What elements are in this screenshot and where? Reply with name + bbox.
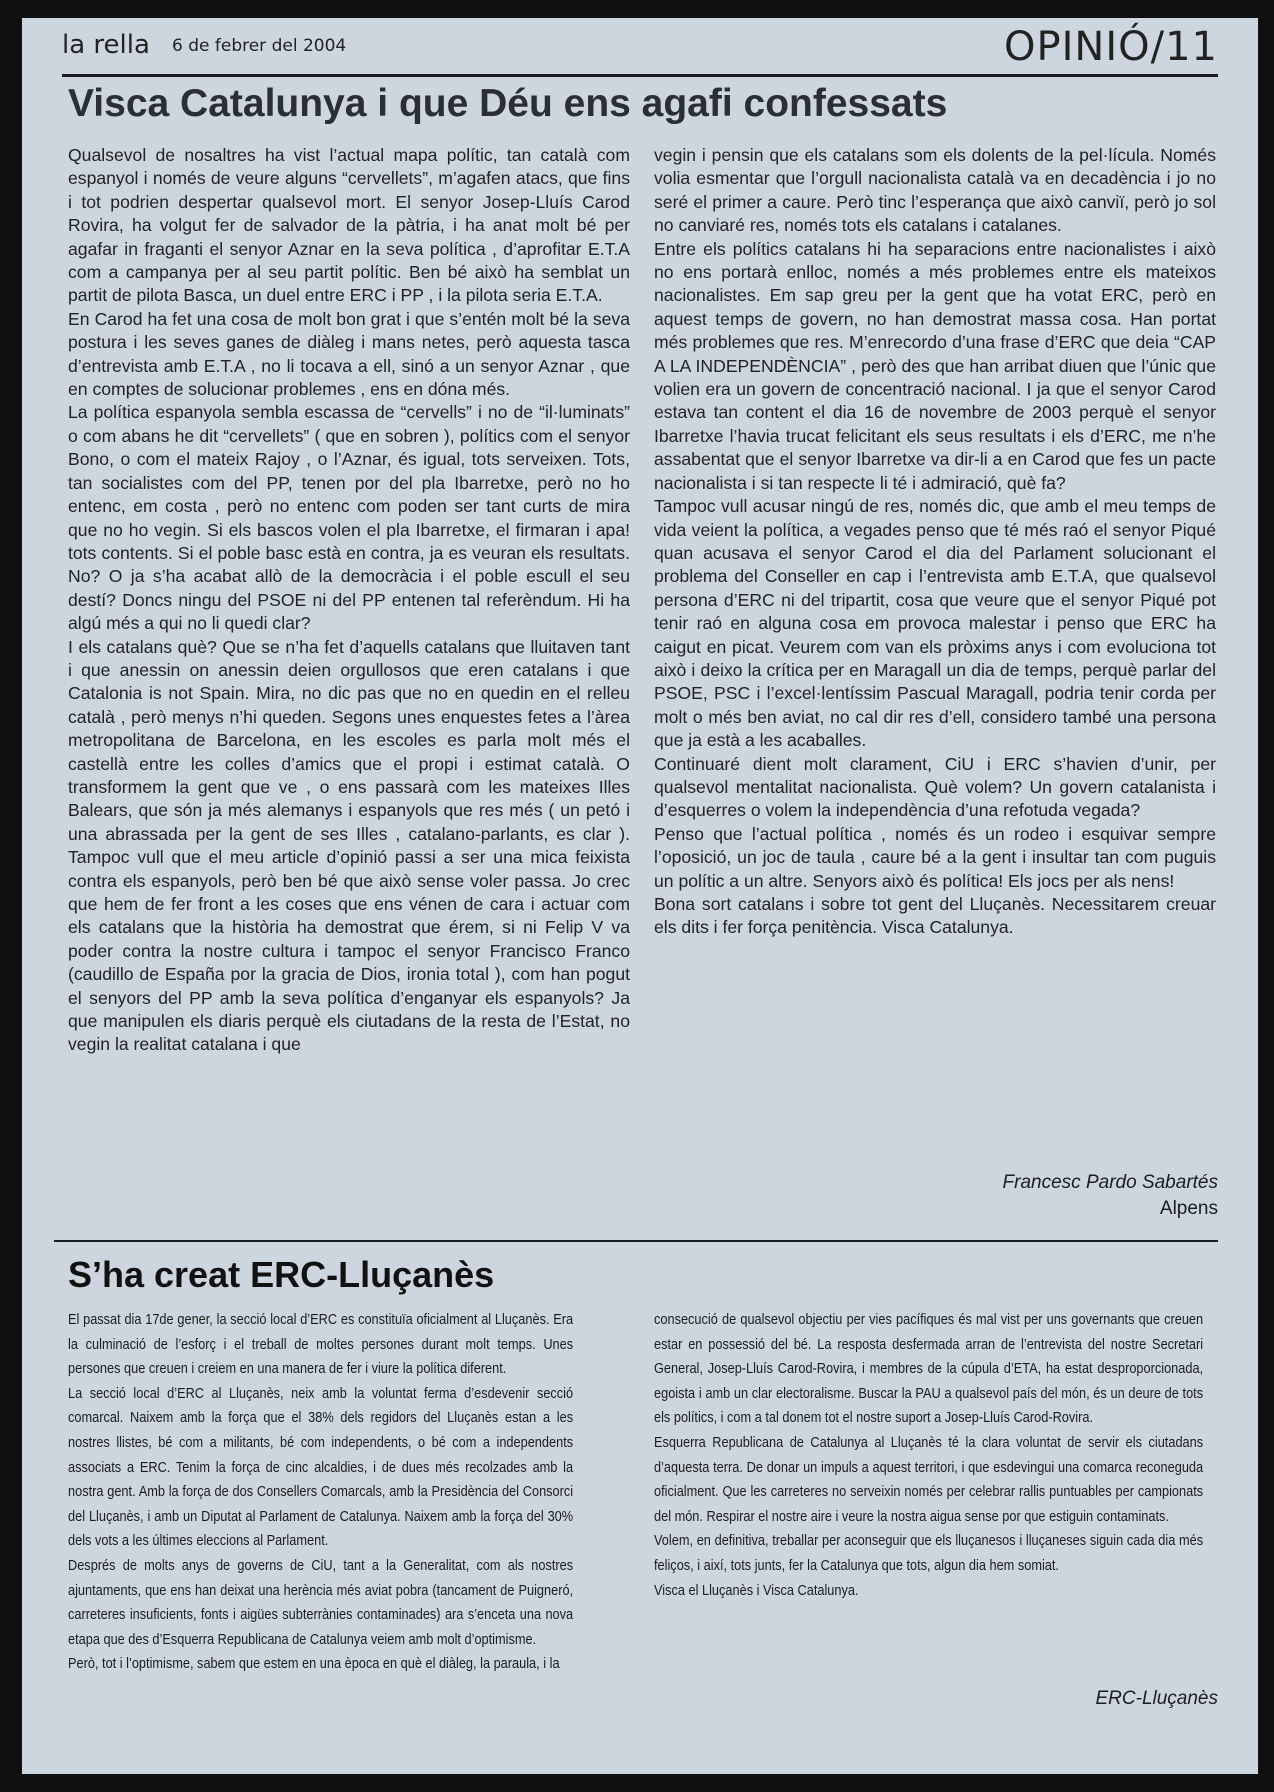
article1-title: Visca Catalunya i que Déu ens agafi confessats: [68, 82, 948, 125]
article1-paragraph: Qualsevol de nosaltres ha vist l’actual mapa polític, tan català com espanyol i només de veure alguns “cervellets”, m’agafen atacs, que fins i tot podrien despertar qualsevol mort. El senyor Josep-Lluís Carod Rovira, ha volgut fer de salvador de la pàtria, i ha anat molt bé per agafar in fraganti el senyor Aznar en la seva política , d’aprofitar E.T.A com a campanya per al seu partit polític. Ben bé això ha semblat un partit de pilota Basca, un duel entre ERC i PP , i la pilota seria E.T.A.: [68, 145, 630, 306]
article1-right-column: [654, 144, 1216, 940]
newspaper-name: la rella: [62, 30, 150, 60]
article2-paragraph: Però, tot i l’optimisme, sabem que estem en una època en què el diàleg, la paraula, i la: [68, 1656, 560, 1673]
article2-paragraph: La secció local d’ERC al Lluçanès, neix amb la voluntat ferma d’esdevenir secció comarcal. Naixem amb la força que el 38% dels regidors del Lluçanès estan a les nostres llistes, bé com a militants, bé com independents, o bé com a independents associats a ERC. Tenim la força de cinc alcaldies, i de dues més recolzades amb la nostra gent. Amb la força de dos Consellers Comarcals, amb la Presidència del Consorci del Lluçanès, i amb un Diputat al Parlament de Catalunya. Naixem amb la força del 30% dels vots a les últimes eleccions al Parlament.: [68, 1385, 574, 1550]
issue-date: 6 de febrer del 2004: [172, 36, 347, 56]
article2-paragraph: El passat dia 17de gener, la secció local d’ERC es constituïa oficialment al Lluçanès. Era la culminació de l’esforç i el treball de moltes persones durant molt temps. Unes persones que creuen i creiem en una manera de fer i viure la política diferent.: [68, 1312, 574, 1378]
article1-paragraph: Penso que l’actual política , només és un rodeo i esquivar sempre l’oposició, un joc de taula , caure bé a la gent i insultar tan com puguis un polític a un altre. Senyors això és política! Els jocs per als nens!: [654, 823, 1216, 891]
article1-left-column: [68, 144, 630, 1057]
article1-paragraph: En Carod ha fet una cosa de molt bon grat i que s’entén molt bé la seva postura i les seves ganes de diàleg i mans netes, però aquesta tasca d’entrevista amb E.T.A , no li tocava a ell, sinó a un senyor Aznar , que en comptes de solucionar problemes , ens en dóna més.: [68, 308, 630, 400]
section-divider: [54, 1240, 1218, 1242]
masthead-rule: [62, 74, 1218, 77]
article2-paragraph: Visca el Lluçanès i Visca Catalunya.: [654, 1582, 859, 1599]
article2-left-column: [68, 1308, 573, 1677]
article2-paragraph: Volem, en definitiva, treballar per aconseguir que els lluçanesos i lluçaneses siguin cada dia més feliços, i així, tots junts, fer la Catalunya que tots, algun dia hem somiat.: [654, 1533, 1204, 1574]
section-page-label: OPINIÓ/11: [1004, 24, 1218, 70]
article1-paragraph: Tampoc vull acusar ningú de res, només dic, que amb el meu temps de vida veient la política, a vegades penso que té més raó el senyor Piqué quan acusava el senyor Carod el dia del Parlament solucionant el problema del Conseller en cap i l’entrevista amb E.T.A, que qualsevol persona d’ERC ni del tripartit, cosa que veure que el senyor Piqué pot tenir raó en alguna cosa em provoca malestar i penso que ERC ha caigut en picat. Veurem com van els pròxims anys i com evoluciona tot això i deixo la crítica per en Maragall un dia de temps, perquè parlar del PSOE, PSC i l’excel·lentíssim Pascual Maragall, podria tenir corda per molt o més ben aviat, no cal dir res d’ell, considero també una persona que ja està a les acaballes.: [654, 496, 1216, 751]
article1-paragraph: vegin i pensin que els catalans som els dolents de la pel·lícula. Només volia esmentar que l’orgull nacionalista català va en decadència i jo no seré el primer a caure. Però tinc l’esperança que això canviï, però jo sol no canviaré res, només tots els catalans i catalanes.: [654, 145, 1216, 236]
article2-paragraph: Esquerra Republicana de Catalunya al Lluçanès té la clara voluntat de servir els ciutadans d’aquesta terra. De donar un impuls a aquest territori, i que esdevingui una comarca reconeguda oficialment. Que les carreteres no serveixin només per celebrar rallis puntuables per campionats del món. Respirar el nostre aire i veure la nostra aigua sense por que estiguin contaminats.: [654, 1434, 1204, 1525]
article1-paragraph: I els catalans què? Que se n’ha fet d’aquells catalans que lluitaven tant i que anessin on anessin deien orgullosos que eren catalans i que Catalonia is not Spain. Mira, no dic pas que no en quedin en el relleu català , però menys n’hi queden. Segons unes enquestes fetes a l’àrea metropolitana de Barcelona, en les escoles es parla molt més el castellà entre les colles d’amics que el propi i estimat català. O transformem la gent que ve , o ens passarà com les mateixes Illes Balears, que són ja més alemanys i espanyols que res més ( un petó i una abrassada per la gent de ses Illes , catalano-parlants, es clar ). Tampoc vull que el meu article d’opinió passi a ser una mica feixista contra els espanyols, però ben bé que això sense voler passa. Jo crec que hem de fer front a les coses que ens vénen de cara i actuar com els catalans que la història ha demostrat que érem, si ni Felip V va poder contra la nostre cultura i tampoc el senyor Francisco Franco (caudillo de España por la gracia de Dios, ironia total ), com han pogut el senyors del PP amb la seva política d’enganyar els espanyols? Ja que manipulen els diaris perquè els ciutadans de la resta de l’Estat, no vegin la realitat catalana i que: [68, 636, 630, 1055]
article1-paragraph: Bona sort catalans i sobre tot gent del Lluçanès. Necessitarem creuar els dits i fer força penitència. Visca Catalunya.: [654, 894, 1216, 938]
article2-signature: ERC-Lluçanès: [1095, 1688, 1218, 1709]
article1-paragraph: La política espanyola sembla escassa de “cervells” i no de “il·luminats” o com abans he dit “cervellets” ( que en sobren ), polítics com el senyor Bono, o com el mateix Rajoy , o l’Aznar, és igual, tots serveixen. Tots, tan socialistes com del PP, tenen por del pla Ibarretxe, però no ho entenc, em costa , però no entenc com poden ser tant curts de mira que no ho vegin. Si els bascos volen el pla Ibarretxe, el firmaran i apa! tots contents. Si el poble basc està en contra, ja es veuran els resultats. No? O ja s’ha acabat allò de la democràcia i el poble escull el seu destí? Doncs ningu del PSOE ni del PP entenen tal referèndum. Hi ha algú més a qui no li quedi clar?: [68, 402, 630, 634]
newspaper-page: [22, 18, 1258, 1774]
article1-paragraph: Entre els polítics catalans hi ha separacions entre nacionalistes i això no ens portarà enlloc, només a més problemes entre els mateixos nacionalistes. Em sap greu per la gent que ha votat ERC, però en aquest temps de govern, no han demostrat massa cosa. Han portat més problemes que res. M’enrecordo d’una frase d’ERC que deia “CAP A LA INDEPENDÈNCIA” , però des que han arribat diuen que l’únic que volien era un govern de concentració nacional. I ja que el senyor Carod estava tan content el dia 16 de novembre de 2003 perquè el senyor Ibarretxe l’havia trucat felicitant els seus resultats i els d’ERC, me n’he assabentat que el senyor Ibarretxe va dir-li a en Carod que fes un pacte nacionalista i si tan respecte li té i admiració, què fa?: [654, 238, 1216, 493]
article1-byline: [1003, 1170, 1218, 1222]
article1-author: Francesc Pardo Sabartés: [1002, 1172, 1218, 1193]
article2-title: S’ha creat ERC-Lluçanès: [68, 1254, 495, 1295]
article2-paragraph: Després de molts anys de governs de CiU, tant a la Generalitat, com als nostres ajuntaments, que ens han deixat una herència més aviat pobra (tancament de Puigneró, carreteres insuficients, fonts i aigües subterrànies contaminades) ara s’enceta una nova etapa que des d’Esquerra Republicana de Catalunya veiem amb molt d’optimisme.: [68, 1557, 574, 1648]
article2-paragraph: consecució de qualsevol objectiu per vies pacífiques és mal vist per uns governants que creuen estar en possessió del bé. La resposta desfermada arran de l’entrevista del nostre Secretari General, Josep-Lluís Carod-Rovira, i membres de la cúpula d’ETA, ha estat desproporcionada, egoista i amb un clar electoralisme. Buscar la PAU a qualsevol país del món, és un deure de tots els polítics, i com a tal donem tot el nostre suport a Josep-Lluís Carod-Rovira.: [654, 1312, 1204, 1427]
masthead: [62, 24, 1218, 80]
article2-right-column: [654, 1308, 1203, 1603]
article1-paragraph: Continuaré dient molt clarament, CiU i ERC s’havien d’unir, per qualsevol mentalitat nacionalista. Què volem? Un govern catalanista i d’esquerres o volem la independència d’una refotuda vegada?: [654, 753, 1216, 821]
article1-place: Alpens: [1159, 1198, 1218, 1219]
